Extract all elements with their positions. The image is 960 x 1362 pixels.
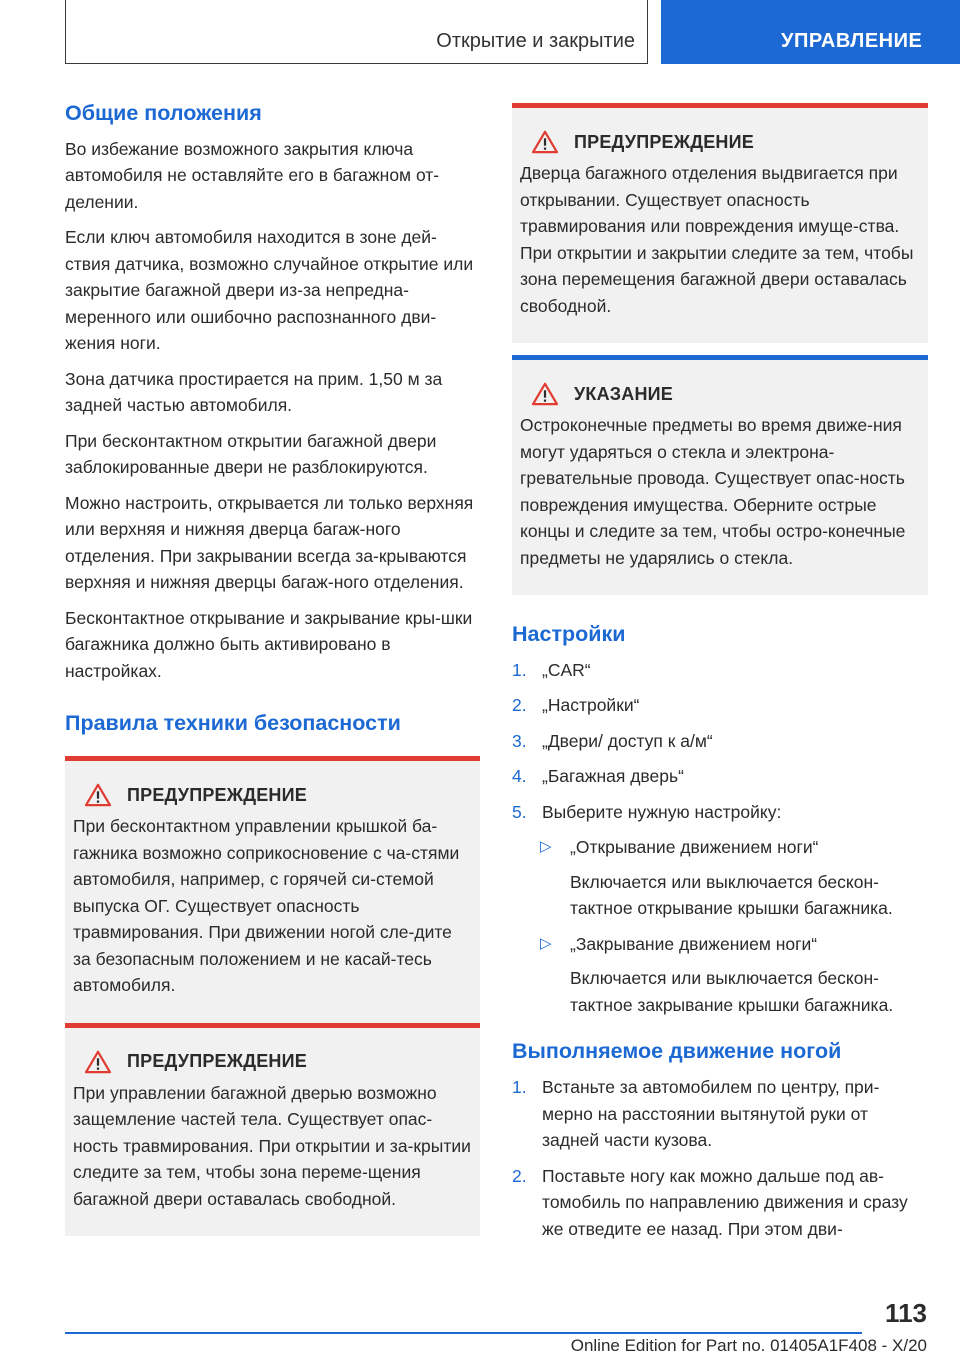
header-section-title: Открытие и закрытие [436, 30, 635, 52]
list-item [512, 657, 928, 684]
warning-triangle-icon [83, 1050, 113, 1074]
sub-option-title: „Открывание движением ноги“ [570, 837, 819, 858]
warning-title-row-1 [73, 783, 472, 807]
step-text: „Двери/ доступ к а/м“ [542, 730, 713, 751]
warning-text-3: Дверца багажного отделения выдвигается при открывании. Существует опасность травмирования или повреждения имуще-ства. При открытии и закрытии следите за тем, чтобы зона перемещения багажной двери оставалась свободной. [520, 163, 914, 316]
warning-title-row-3 [520, 130, 920, 154]
warning-triangle-icon [530, 130, 560, 154]
left-column [65, 100, 480, 1236]
list-item [512, 799, 928, 826]
warning-box-2 [65, 1023, 480, 1237]
list-item [512, 763, 928, 790]
settings-steps [512, 657, 928, 826]
triangle-arrow-icon: ▷ [540, 838, 552, 856]
triangle-arrow-icon: ▷ [540, 934, 552, 952]
step-text: „Настройки“ [542, 695, 640, 716]
general-paragraph-5: Можно настроить, открывается ли только верхняя или верхняя и нижняя дверца багаж-ного отделения. При закрывании всегда за-крываются верхняя и нижняя дверцы багаж-ного отделения. [65, 492, 474, 593]
list-item [512, 1163, 928, 1243]
footer-divider [65, 1332, 862, 1334]
general-heading: Общие положения [65, 101, 262, 125]
warning-box-3 [512, 103, 928, 343]
step-text: Встаньте за автомобилем по центру, при-мерно на расстоянии вытянутой руки от задней части кузова. [542, 1077, 880, 1151]
header-section-box [65, 0, 648, 64]
list-item [512, 728, 928, 755]
warning-title-3: ПРЕДУПРЕЖДЕНИЕ [574, 131, 754, 152]
header-chapter-tab [661, 0, 960, 64]
warning-text-1: При бесконтактном управлении крышкой ба-гажника возможно соприкосновение с ча-стями автомобиля, например, с горячей си-стемой выпуска ОГ. Существует опасность травмирования. При движении ногой сле-дите за безопасным положением и не касай-тесь автомобиля. [73, 816, 460, 996]
warning-title-2: ПРЕДУПРЕЖДЕНИЕ [127, 1051, 307, 1072]
step-number: 1. [512, 1077, 527, 1098]
notice-box [512, 355, 928, 595]
header-chapter-title: УПРАВЛЕНИЕ [781, 30, 923, 52]
sub-option-desc: Включается или выключается бескон-тактное открывание крышки багажника. [570, 871, 893, 919]
step-text: Выберите нужную настройку: [542, 801, 782, 822]
sub-option-desc: Включается или выключается бескон-тактное закрывание крышки багажника. [570, 968, 894, 1015]
notice-triangle-icon [530, 382, 560, 406]
step-text: „CAR“ [542, 659, 591, 680]
list-item [512, 692, 928, 719]
general-paragraph-2: Если ключ автомобиля находится в зоне дей-ствия датчика, возможно случайное открытие или закрытие багажной двери из-за непредна-меренного или ошибочно распознанного дви-жения ноги. [65, 227, 474, 354]
notice-title-row [520, 382, 920, 406]
sub-option-open [512, 834, 928, 922]
notice-title: УКАЗАНИЕ [574, 383, 674, 404]
page-number: 113 [885, 1298, 927, 1328]
sub-option-close [512, 931, 928, 1019]
step-number: 2. [512, 695, 527, 716]
notice-text: Остроконечные предметы во время движе-ния могут ударяться о стекла и электрона-гревательные провода. Существует опас-ность повреждения имущества. Оберните острые концы и следите за тем, чтобы остро-конечные предметы не ударялись о стекла. [520, 415, 906, 568]
general-paragraph-4: При бесконтактном открытии багажной двери заблокированные двери не разблокируются. [65, 430, 437, 478]
warning-text-2: При управлении багажной дверью возможно защемление частей тела. Существует опас-ность травмирования. При открытии и за-крытии следите за тем, чтобы зона переме-щения багажной двери оставалась свободной. [73, 1082, 471, 1209]
warning-title-1: ПРЕДУПРЕЖДЕНИЕ [127, 784, 307, 805]
step-number: 5. [512, 801, 527, 822]
step-number: 4. [512, 766, 527, 787]
warning-box-1 [65, 756, 480, 1023]
movement-heading: Выполняемое движение ногой [512, 1039, 842, 1064]
warning-title-row-2 [73, 1050, 472, 1074]
general-paragraph-6: Бесконтактное открывание и закрывание кры-шки багажника должно быть активировано в настройках. [65, 607, 473, 681]
step-text: „Багажная дверь“ [542, 766, 684, 787]
right-column [512, 103, 928, 1251]
step-number: 3. [512, 730, 527, 751]
step-text: Поставьте ногу как можно дальше под ав-томобиль по направлению движения и сразу же отведите ее назад. При этом дви- [542, 1165, 908, 1239]
step-number: 1. [512, 659, 527, 680]
step-number: 2. [512, 1165, 527, 1186]
settings-heading: Настройки [512, 622, 626, 646]
warning-triangle-icon [83, 783, 113, 807]
list-item [512, 1074, 928, 1154]
general-paragraph-1: Во избежание возможного закрытия ключа автомобиля не оставляйте его в багажном от-делении. [65, 138, 440, 212]
sub-option-title: „Закрывание движением ноги“ [570, 933, 818, 954]
footer-edition: Online Edition for Part no. 01405A1F408 - X/20 [570, 1336, 927, 1355]
general-paragraph-3: Зона датчика простирается на прим. 1,50 м за задней частью автомобиля. [65, 368, 443, 416]
movement-steps [512, 1074, 928, 1242]
safety-heading: Правила техники безопасности [65, 711, 401, 736]
